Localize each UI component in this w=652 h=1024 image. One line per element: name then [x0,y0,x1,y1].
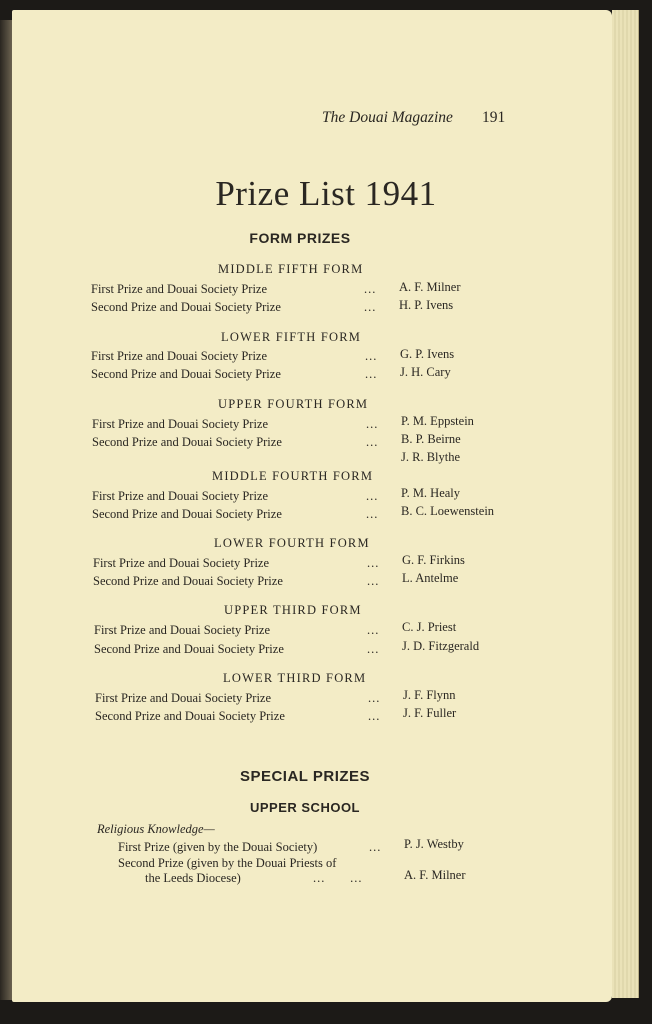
leader-dots: ... ... [313,871,363,885]
winner-name: P. M. Eppstein [401,414,474,428]
prize-label: First Prize and Douai Society Prize [95,691,272,705]
winner-name: G. P. Ivens [400,347,455,361]
form-heading: MIDDLE FOURTH FORM [212,469,374,483]
upper-school-heading: UPPER SCHOOL [249,800,360,815]
prize-label-continued: the Leeds Diocese) [145,871,241,885]
prize-label: First Prize and Douai Society Prize [91,282,268,296]
winner-name: H. P. Ivens [399,298,454,312]
page-number: 191 [482,109,506,126]
prize-label: First Prize and Douai Society Prize [92,417,269,431]
winner-name: A. F. Milner [404,868,466,882]
leader-dots: ... [368,691,381,705]
leader-dots: ... [366,435,379,449]
winner-name: B. C. Loewenstein [401,504,495,518]
winner-name: J. H. Cary [400,365,451,379]
form-heading: LOWER FOURTH FORM [214,536,370,550]
prize-label: First Prize and Douai Society Prize [93,556,270,570]
form-prizes-heading: FORM PRIZES [249,230,351,246]
prize-label: First Prize and Douai Society Prize [94,623,271,637]
leader-dots: ... [367,556,380,570]
leader-dots: ... [366,507,379,521]
prize-label: Second Prize and Douai Society Prize [94,642,284,656]
page-edges [612,10,639,998]
prize-label: Second Prize and Douai Society Prize [91,300,281,314]
prize-label: Second Prize and Douai Society Prize [93,574,283,588]
leader-dots: ... [366,489,379,503]
page-title: Prize List 1941 [215,174,437,213]
form-heading: UPPER THIRD FORM [224,603,362,617]
running-title: The Douai Magazine [322,109,453,126]
winner-name: A. F. Milner [399,280,461,294]
form-heading: LOWER FIFTH FORM [221,330,362,344]
prize-label: First Prize (given by the Douai Society) [118,840,318,854]
book-spine-shadow [0,20,12,1000]
prize-label: Second Prize and Douai Society Prize [95,709,285,723]
winner-name: G. F. Firkins [402,553,465,567]
winner-name: C. J. Priest [402,620,457,634]
prize-label: Second Prize and Douai Society Prize [92,435,282,449]
leader-dots: ... [364,300,377,314]
winner-name: B. P. Beirne [401,432,461,446]
winner-name: P. J. Westby [404,837,464,851]
prize-label: Second Prize and Douai Society Prize [92,507,282,521]
prize-label: Second Prize and Douai Society Prize [91,367,281,381]
winner-name: L. Antelme [402,571,459,585]
form-heading: UPPER FOURTH FORM [218,397,369,411]
winner-name: J. F. Fuller [403,706,457,720]
leader-dots: ... [369,840,382,854]
special-prizes-heading: SPECIAL PRIZES [239,768,371,785]
winner-name: J. R. Blythe [401,450,461,464]
leader-dots: ... [364,282,377,296]
winner-name: J. D. Fitzgerald [402,639,480,653]
prize-label: First Prize and Douai Society Prize [92,489,269,503]
leader-dots: ... [367,623,380,637]
winner-name: P. M. Healy [401,486,461,500]
leader-dots: ... [365,349,378,363]
winner-name: J. F. Flynn [403,688,456,702]
leader-dots: ... [366,417,379,431]
form-heading: MIDDLE FIFTH FORM [218,262,364,276]
leader-dots: ... [367,574,380,588]
leader-dots: ... [367,642,380,656]
leader-dots: ... [365,367,378,381]
prize-label: Second Prize (given by the Douai Priests of [118,856,337,870]
prize-label: First Prize and Douai Society Prize [91,349,268,363]
form-heading: LOWER THIRD FORM [223,671,367,685]
subject-heading: Religious Knowledge— [97,822,215,836]
leader-dots: ... [368,709,381,723]
